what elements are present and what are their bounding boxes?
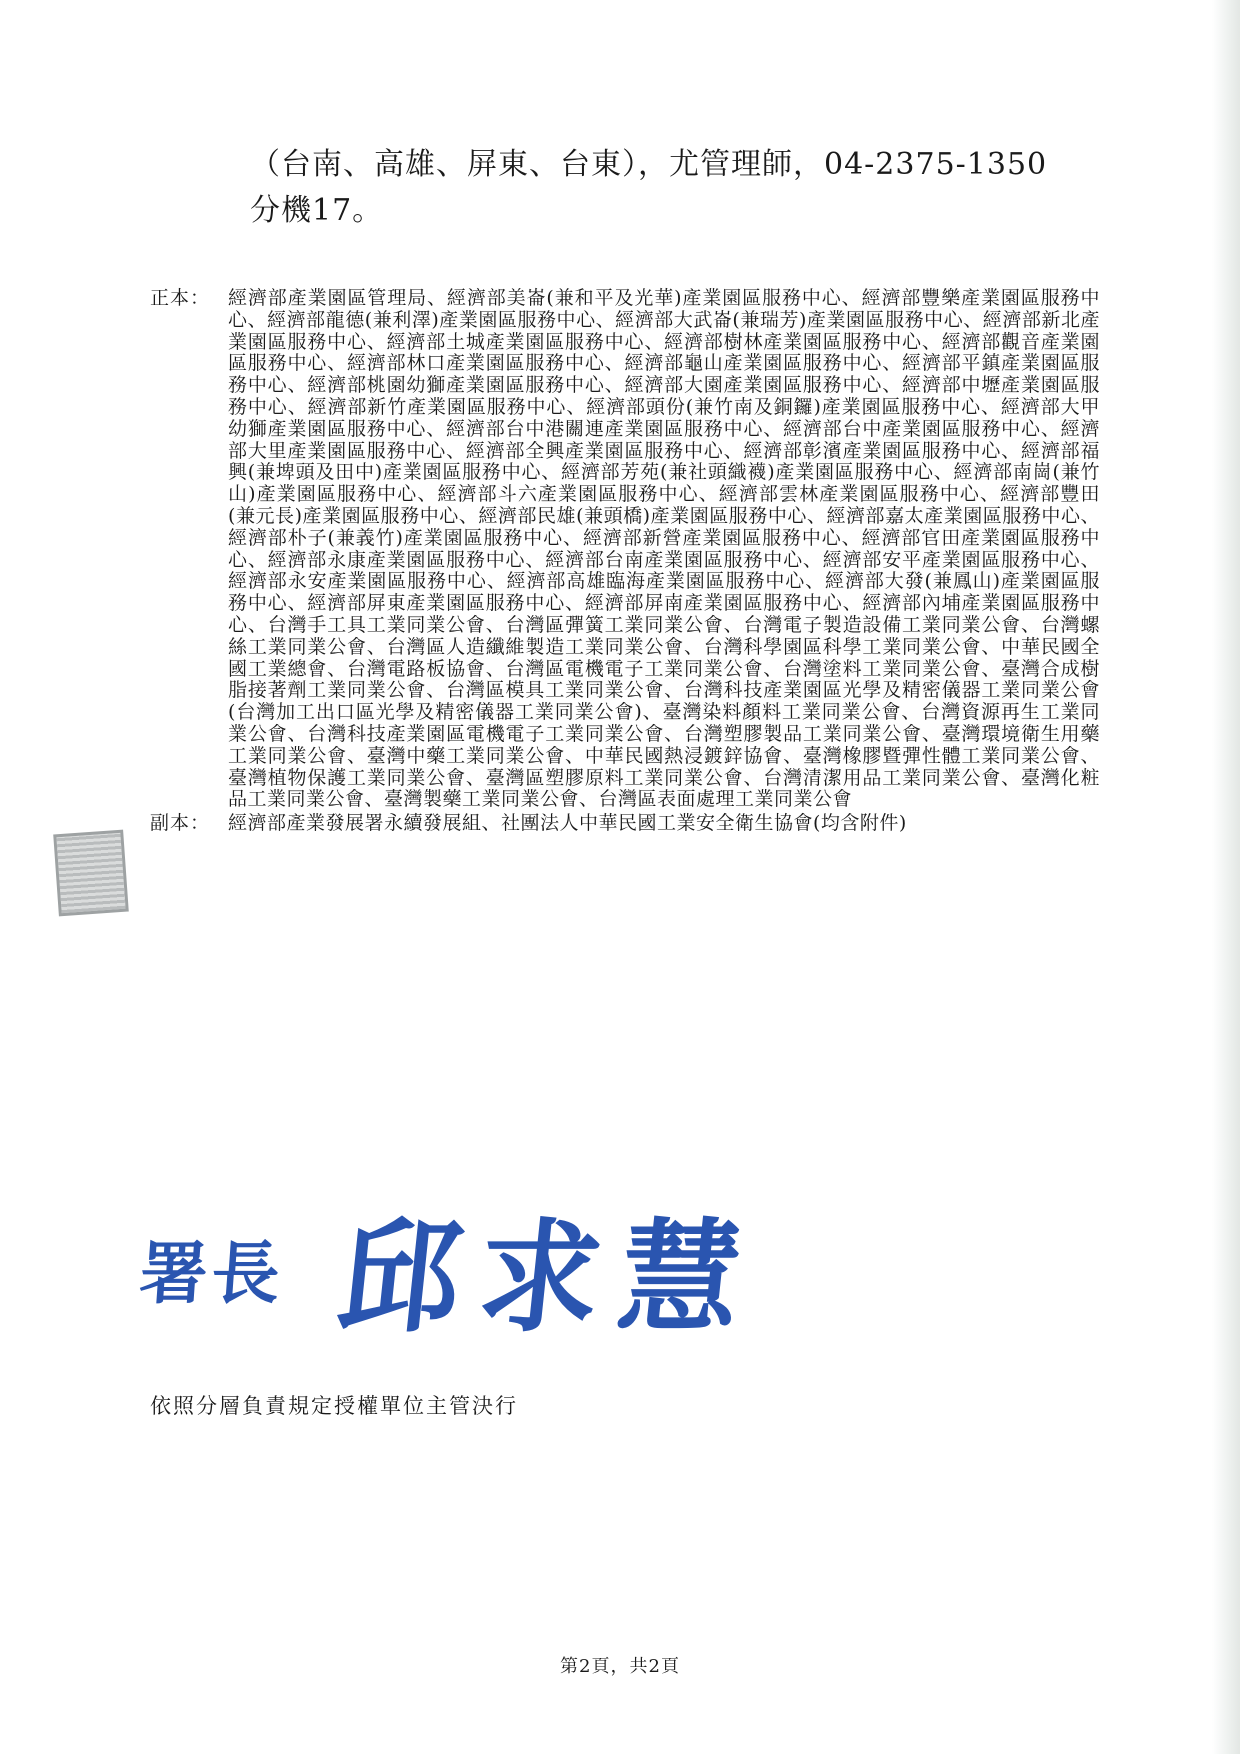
signature-name: 邱求慧 [331,1207,767,1349]
contact-info [250,142,1110,234]
primary-recipients-list: 經濟部產業園區管理局、經濟部美崙(兼和平及光華)產業園區服務中心、經濟部豐樂產業園區服務中心、經濟部龍德(兼利澤)產業園區服務中心、經濟部大武崙(兼瑞芳)產業園區服務中心、經濟部新北產業園區服務中心、經濟部土城產業園區服務中心、經濟部樹林產業園區服務中心、經濟部觀音產業園區服務中心、經濟部林口產業園區服務中心、經濟部龜山產業園區服務中心、經濟部平鎮產業園區服務中心、經濟部桃園幼獅產業園區服務中心、經濟部大園產業園區服務中心、經濟部中壢產業園區服務中心、經濟部新竹產業園區服務中心、經濟部頭份(兼竹南及銅鑼)產業園區服務中心、經濟部大甲幼獅產業園區服務中心、經濟部台中港關連產業園區服務中心、經濟部台中產業園區服務中心、經濟部大里產業園區服務中心、經濟部全興產業園區服務中心、經濟部彰濱產業園區服務中心、經濟部福興(兼埤頭及田中)產業園區服務中心、經濟部芳苑(兼社頭織襪)產業園區服務中心、經濟部南崗(兼竹山)產業園區服務中心、經濟部斗六產業園區服務中心、經濟部雲林產業園區服務中心、經濟部豐田(兼元長)產業園區服務中心、經濟部民雄(兼頭橋)產業園區服務中心、經濟部嘉太產業園區服務中心、經濟部朴子(兼義竹)產業園區服務中心、經濟部新營產業園區服務中心、經濟部官田產業園區服務中心、經濟部永康產業園區服務中心、經濟部台南產業園區服務中心、經濟部安平產業園區服務中心、經濟部永安產業園區服務中心、經濟部高雄臨海產業園區服務中心、經濟部大發(兼鳳山)產業園區服務中心、經濟部屏東產業園區服務中心、經濟部屏南產業園區服務中心、經濟部內埔產業園區服務中心、台灣手工具工業同業公會、台灣區彈簧工業同業公會、台灣電子製造設備工業同業公會、台灣螺絲工業同業公會、台灣區人造纖維製造工業同業公會、台灣科學園區科學工業同業公會、中華民國全國工業總會、台灣電路板協會、台灣區電機電子工業同業公會、台灣塗料工業同業公會、臺灣合成樹脂接著劑工業同業公會、台灣區模具工業同業公會、台灣科技產業園區光學及精密儀器工業同業公會(台灣加工出口區光學及精密儀器工業同業公會)、臺灣染料顏料工業同業公會、台灣資源再生工業同業公會、台灣科技產業園區電機電子工業同業公會、台灣塑膠製品工業同業公會、臺灣環境衛生用藥工業同業公會、臺灣中藥工業同業公會、中華民國熱浸鍍鋅協會、臺灣橡膠暨彈性體工業同業公會、臺灣植物保護工業同業公會、臺灣區塑膠原料工業同業公會、台灣清潔用品工業同業公會、臺灣化粧品工業同業公會、臺灣製藥工業同業公會、台灣區表面處理工業同業公會 [228,287,1100,811]
contact-line-1: （台南、高雄、屏東、台東），尤管理師，04-2375-1350 [250,147,1048,182]
contact-line-2: 分機17。 [250,193,384,228]
official-signature [136,1180,820,1349]
page-number: 第2頁，共2頁 [560,1656,680,1677]
primary-recipients-label: 正本： [150,287,211,309]
primary-recipients [150,288,1100,811]
copy-recipients-label: 副本： [150,812,211,835]
copy-recipients-list: 經濟部產業發展署永續發展組、社團法人中華民國工業安全衛生協會(均含附件) [228,812,907,835]
copy-recipients [150,813,1100,835]
recipients-section [150,288,1100,835]
page-edge-shadow [1212,0,1240,1754]
signature-title: 署長 [136,1235,287,1314]
delegation-note: 依照分層負責規定授權單位主管決行 [150,1394,518,1418]
seal-stamp-icon [53,830,129,917]
